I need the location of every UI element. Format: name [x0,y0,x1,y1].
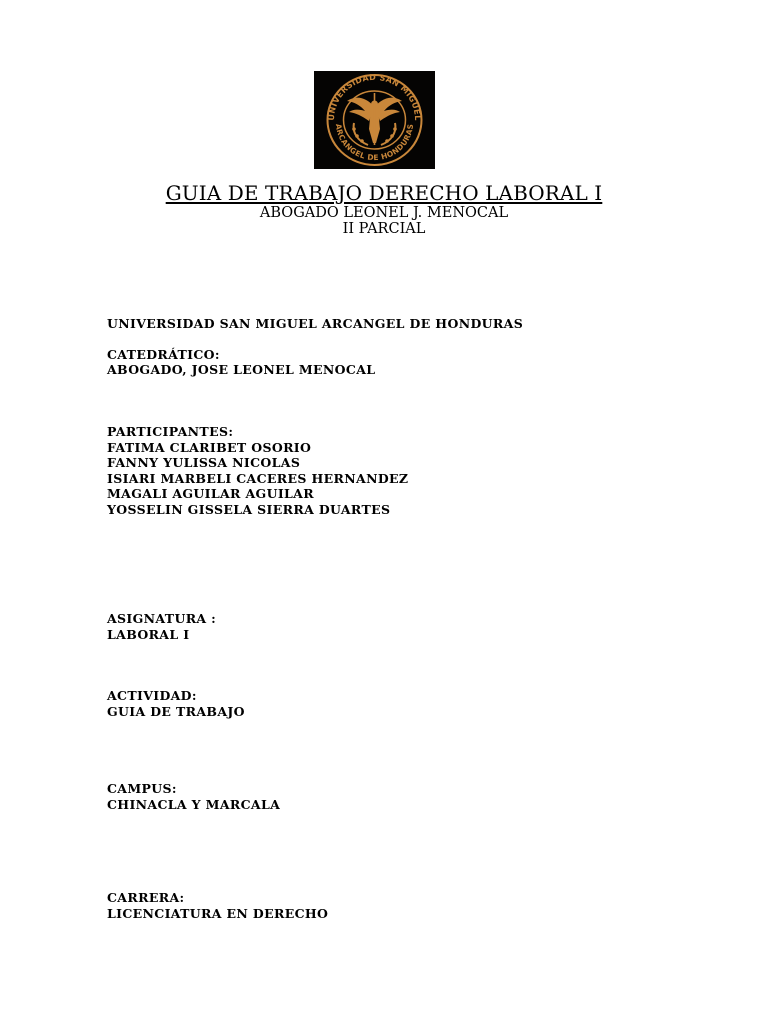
actividad-label: ACTIVIDAD: [107,688,197,703]
asignatura-value: LABORAL I [107,627,190,642]
participant-name: ISIARI MARBELI CACERES HERNANDEZ [107,471,409,486]
term-subtitle: II PARCIAL [342,221,426,237]
catedratico-label: CATEDRÁTICO: [107,347,220,362]
participant-name: MAGALI AGUILAR AGUILAR [107,486,314,501]
participant-name: YOSSELIN GISSELA SIERRA DUARTES [107,502,391,517]
carrera-label: CARRERA: [107,890,185,905]
document-title: GUIA DE TRABAJO DERECHO LABORAL I [165,181,603,205]
logo-ring-text-top: UNIVERSIDAD SAN MIGUEL [326,72,423,121]
header [0,181,768,237]
logo-ring-text-bottom: ARCANGEL DE HONDURAS [333,123,416,163]
participantes-label: PARTICIPANTES: [107,424,234,439]
catedratico-value: ABOGADO, JOSE LEONEL MENOCAL [107,362,376,377]
campus-value: CHINACLA Y MARCALA [107,797,281,812]
actividad-value: GUIA DE TRABAJO [107,704,245,719]
university-logo [314,71,435,169]
asignatura-label: ASIGNATURA : [107,611,217,626]
teacher-subtitle: ABOGADO LEONEL J. MENOCAL [259,205,509,221]
carrera-value: LICENCIATURA EN DERECHO [107,906,329,921]
participant-name: FANNY YULISSA NICOLAS [107,455,301,470]
participant-name: FATIMA CLARIBET OSORIO [107,440,312,455]
university-name: UNIVERSIDAD SAN MIGUEL ARCANGEL DE HONDURAS [107,316,524,331]
campus-label: CAMPUS: [107,781,177,796]
